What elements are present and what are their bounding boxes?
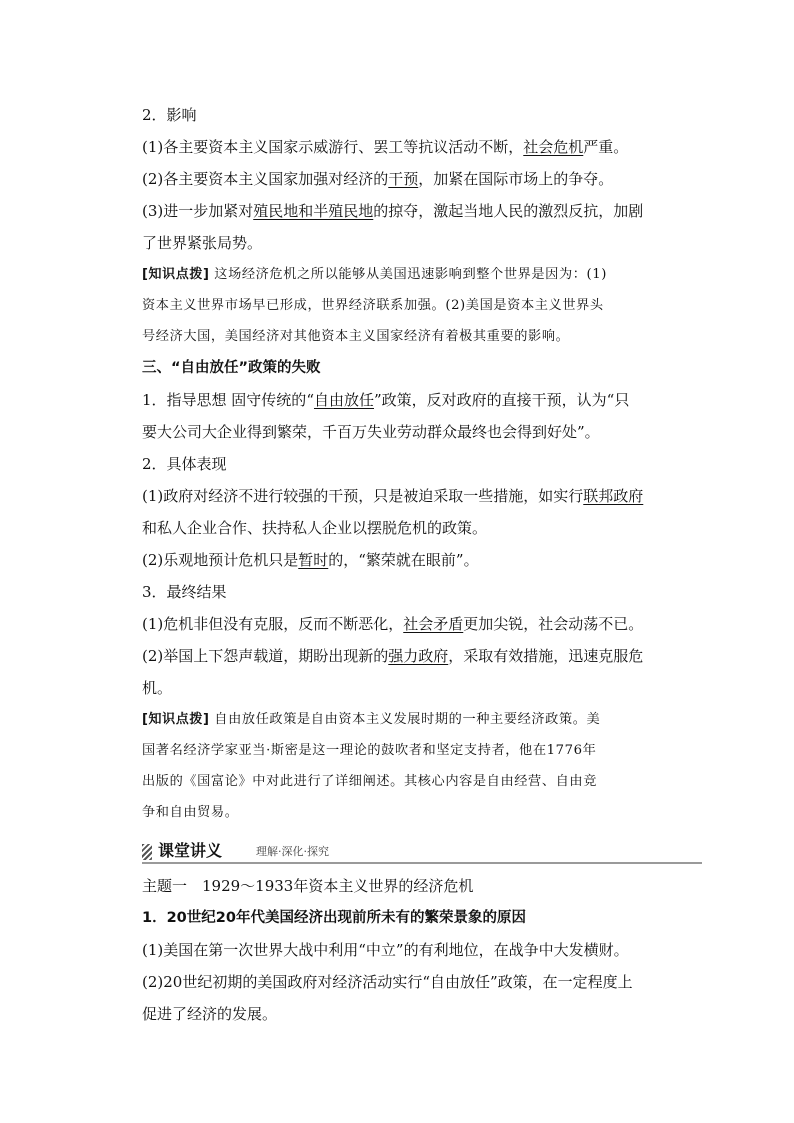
section-heading-laissez-faire: 三、“自由放任”政策的失败	[142, 360, 321, 376]
banner-rule	[142, 862, 702, 864]
guiding-ideology: 1．指导思想 固守传统的“自由放任”政策，反对政府的直接干预，认为“只	[142, 391, 630, 409]
topic-heading: 主题一 1929～1933年资本主义世界的经济危机	[142, 877, 474, 895]
result-item-2: (2)举国上下怨声载道，期盼出现新的强力政府，采取有效措施，迅速克服危	[142, 647, 644, 665]
knowledge-note-2-line-3: 出版的《国富论》中对此进行了详细阐述。其核心内容是自由经营、自由竞	[142, 774, 597, 789]
topic-subheading: 1．20世纪20年代美国经济出现前所未有的繁荣景象的原因	[142, 910, 526, 926]
underlined-term: 殖民地和半殖民地	[253, 202, 374, 220]
result-heading: 3．最终结果	[142, 583, 227, 601]
knowledge-note-1-line-1: [知识点拨] 这场经济危机之所以能够从美国迅速影响到整个世界是因为：(1)	[142, 267, 608, 282]
section-heading-impact: 2．影响	[142, 106, 197, 124]
knowledge-note-2-line-2: 国著名经济学家亚当·斯密是这一理论的鼓吹者和坚定支持者，他在1776年	[142, 743, 597, 758]
knowledge-note-1-line-3: 号经济大国，美国经济对其他资本主义国家经济有着极其重要的影响。	[142, 329, 570, 344]
knowledge-note-2-line-1: [知识点拨] 自由放任政策是自由资本主义发展时期的一种主要经济政策。美	[142, 712, 601, 727]
guiding-ideology-cont: 要大公司大企业得到繁荣，千百万失业劳动群众最终也会得到好处”。	[142, 423, 600, 441]
banner-title: 课堂讲义	[158, 841, 223, 860]
topic-item-2-cont: 促进了经济的发展。	[142, 1005, 278, 1023]
result-item-1: (1)危机非但没有克服，反而不断恶化，社会矛盾更加尖锐，社会动荡不已。	[142, 615, 644, 633]
impact-item-3-cont: 了世界紧张局势。	[142, 234, 263, 252]
result-item-2-cont: 机。	[142, 679, 173, 697]
underlined-term: 暂时	[298, 551, 329, 569]
topic-item-2: (2)20世纪初期的美国政府对经济活动实行“自由放任”政策，在一定程度上	[142, 973, 633, 991]
performance-item-1: (1)政府对经济不进行较强的干预，只是被迫采取一些措施，如实行联邦政府	[142, 487, 644, 505]
topic-item-1: (1)美国在第一次世界大战中利用“中立”的有利地位，在战争中大发横财。	[142, 941, 629, 959]
underlined-term: 自由放任	[313, 391, 374, 409]
underlined-term: 联邦政府	[583, 487, 644, 505]
performance-item-2: (2)乐观地预计危机只是暂时的，“繁荣就在眼前”。	[142, 551, 479, 569]
underlined-term: 社会危机	[523, 138, 584, 156]
underlined-term: 强力政府	[388, 647, 449, 665]
knowledge-note-2-line-4: 争和自由贸易。	[142, 805, 239, 820]
underlined-term: 社会矛盾	[403, 615, 464, 633]
performance-item-1-cont: 和私人企业合作、扶持私人企业以摆脱危机的政策。	[142, 519, 488, 537]
underlined-term: 干预	[388, 170, 419, 188]
knowledge-tag: [知识点拨]	[142, 712, 210, 727]
banner-subtitle: 理解·深化·探究	[256, 845, 329, 858]
page-content	[142, 99, 702, 1030]
performance-heading: 2．具体表现	[142, 455, 227, 473]
impact-item-3: (3)进一步加紧对殖民地和半殖民地的掠夺，激起当地人民的激烈反抗，加剧	[142, 202, 644, 220]
knowledge-tag: [知识点拨]	[142, 267, 210, 282]
knowledge-note-1-line-2: 资本主义世界市场早已形成，世界经济联系加强。(2)美国是资本主义世界头	[142, 298, 604, 313]
section-banner	[142, 838, 702, 868]
impact-item-1: (1)各主要资本主义国家示威游行、罢工等抗议活动不断，社会危机严重。	[142, 138, 629, 156]
banner-stripe-icon	[142, 844, 152, 860]
impact-item-2: (2)各主要资本主义国家加强对经济的干预，加紧在国际市场上的争夺。	[142, 170, 614, 188]
